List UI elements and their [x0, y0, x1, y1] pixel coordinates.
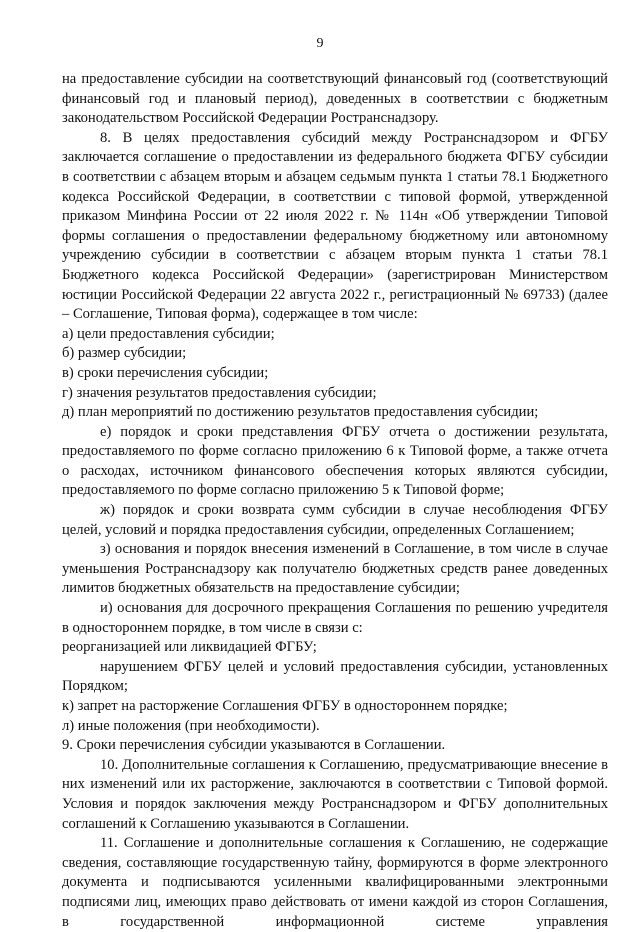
list-item-zh: ж) порядок и сроки возврата сумм субсидии в случае несоблюдения ФГБУ целей, условий и порядка предоставления субсидии, определенных Соглашением;	[62, 502, 608, 538]
list-item-k: к) запрет на расторжение Соглашения ФГБУ в одностороннем порядке;	[62, 698, 508, 714]
paragraph-continuation: на предоставление субсидии на соответствующий финансовый год (соответствующий финансовый год и плановый период), доведенных в соответствии с бюджетным законодательством Российской Федерации Ространснадзору.	[62, 71, 608, 127]
paragraph-8: 8. В целях предоставления субсидий между Ространснадзором и ФГБУ заключается соглашение о предоставлении из федерального бюджета ФГБУ субсидии в соответствии с абзацем вторым и абзацем седьмым пункта 1 статьи 78.1 Бюджетного кодекса Российской Федерации, в соответствии с типовой формой, утвержденной приказом Минфина России от 22 июля 2022 г. № 114н «Об утверждении Типовой формы соглашения о предоставлении федеральному бюджетному или автономному учреждению субсидии в соответствии с абзацем вторым пункта 1 статьи 78.1 Бюджетного кодекса Российской Федерации» (зарегистрирован Министерством юстиции Российской Федерации 22 августа 2022 г., регистрационный № 69733) (далее – Соглашение, Типовая форма), содержащее в том числе:	[62, 129, 608, 323]
page-number: 9	[316, 36, 324, 51]
list-item-g: г) значения результатов предоставления субсидии;	[62, 384, 377, 401]
list-item-b: б) размер субсидии;	[62, 345, 187, 362]
list-item-e: е) порядок и сроки представления ФГБУ отчета о достижении результата, предоставляемого по форме согласно приложению 6 к Типовой форме, а также отчета о расходах, источником финансового обеспечения которых являются субсидии, предоставляемого по форме согласно приложению 5 к Типовой форме;	[62, 423, 608, 499]
paragraph-9: 9. Сроки перечисления субсидии указываются в Соглашении.	[62, 737, 446, 754]
list-item-l: л) иные положения (при необходимости).	[62, 717, 320, 734]
document-body	[62, 70, 608, 932]
paragraph-10: 10. Дополнительные соглашения к Соглашению, предусматривающие внесение в них изменений или их расторжение, заключаются в соответствии с Типовой формой. Условия и порядок заключения между Ространснадзором и ФГБУ дополнительных соглашений к Соглашению указываются в Соглашении.	[62, 756, 608, 832]
list-item-z: з) основания и порядок внесения изменений в Соглашение, в том числе в случае уменьшения Ространснадзору как получателю бюджетных средств ранее доведенных лимитов бюджетных обязательств на предоставление субсидии;	[62, 541, 608, 597]
sub-item-reorganization: реорганизацией или ликвидацией ФГБУ;	[62, 639, 317, 656]
list-item-i: и) основания для досрочного прекращения Соглашения по решению учредителя в одностороннем порядке, в том числе в связи с:	[62, 600, 608, 636]
paragraph-11: 11. Соглашение и дополнительные соглашения к Соглашению, не содержащие сведения, составляющие государственную тайну, формируются в форме электронного документа и подписываются усиленными квалифицированными электронными подписями лиц, имеющих право действовать от имени каждой из сторон Соглашения, в государственной информационной системе управления	[62, 835, 608, 930]
list-item-a: а) цели предоставления субсидии;	[62, 325, 275, 342]
sub-item-violation: нарушением ФГБУ целей и условий предоставления субсидии, установленных Порядком;	[62, 658, 608, 695]
list-item-d: д) план мероприятий по достижению результатов предоставления субсидии;	[62, 404, 539, 421]
list-item-v: в) сроки перечисления субсидии;	[62, 364, 269, 381]
